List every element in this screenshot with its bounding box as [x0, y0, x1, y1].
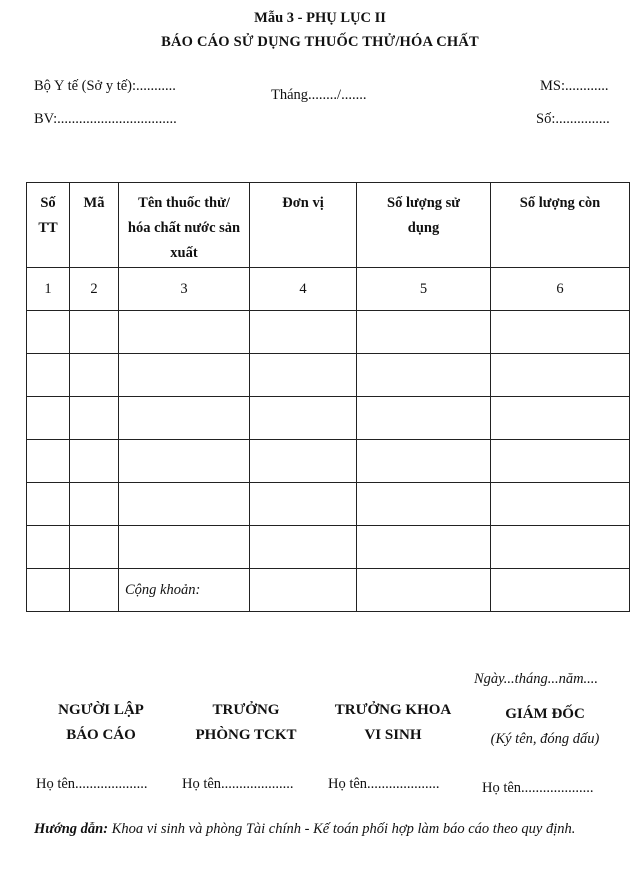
table-cell[interactable]: [357, 526, 491, 569]
ms-field: MS:............: [540, 78, 609, 94]
table-cell[interactable]: [119, 311, 250, 354]
table-cell[interactable]: [250, 526, 357, 569]
director-title: [470, 702, 620, 752]
finance-title-line1: TRƯỞNG: [212, 702, 280, 718]
table-cell[interactable]: [119, 397, 250, 440]
total-row: [27, 569, 630, 612]
table-cell[interactable]: [357, 483, 491, 526]
table-cell[interactable]: [491, 397, 630, 440]
table-cell[interactable]: [250, 483, 357, 526]
column-number-row: [27, 268, 630, 311]
col-header-remaining: Số lượng còn: [491, 183, 630, 268]
number-field: Số:...............: [536, 111, 610, 127]
lab-title-line1: TRƯỞNG KHOA: [334, 702, 452, 718]
director-title-line1: GIÁM ĐỐC: [505, 706, 585, 722]
hospital-field: BV:.................................: [34, 111, 177, 127]
col-header-used: Số lượng sử dụng: [357, 183, 491, 268]
col-number: 2: [70, 268, 119, 311]
table-cell[interactable]: [491, 440, 630, 483]
table-row: [27, 354, 630, 397]
finance-title: [178, 698, 314, 748]
col-header-code: Mã: [70, 183, 119, 268]
table-row: [27, 311, 630, 354]
lab-name-field: Họ tên....................: [328, 776, 440, 792]
table-cell[interactable]: [27, 397, 70, 440]
table-cell[interactable]: [70, 440, 119, 483]
table-cell[interactable]: [357, 397, 491, 440]
col-number: 4: [250, 268, 357, 311]
table-cell[interactable]: [70, 483, 119, 526]
table-cell[interactable]: [357, 440, 491, 483]
director-name-field: Họ tên....................: [482, 780, 594, 796]
lab-title-line2: VI SINH: [364, 727, 422, 743]
table-cell[interactable]: [250, 397, 357, 440]
table-cell[interactable]: [491, 569, 630, 612]
table-cell[interactable]: [119, 526, 250, 569]
col-number: 6: [491, 268, 630, 311]
table-cell[interactable]: [119, 440, 250, 483]
preparer-title: [36, 698, 166, 748]
table-row: [27, 397, 630, 440]
table-cell[interactable]: [27, 526, 70, 569]
report-table: [26, 182, 630, 612]
col-header-name: Tên thuốc thử/ hóa chất nước sản xuất: [119, 183, 250, 268]
table-row: [27, 440, 630, 483]
table-cell[interactable]: [27, 569, 70, 612]
form-code: Mẫu 3 - PHỤ LỤC II: [254, 10, 386, 26]
table-cell[interactable]: [70, 569, 119, 612]
table-cell[interactable]: [119, 354, 250, 397]
col-header-unit: Đơn vị: [250, 183, 357, 268]
table-cell[interactable]: [250, 440, 357, 483]
table-cell[interactable]: [357, 569, 491, 612]
table-row: [27, 526, 630, 569]
table-cell[interactable]: [27, 354, 70, 397]
table-cell[interactable]: [357, 354, 491, 397]
table-cell[interactable]: [250, 569, 357, 612]
table-cell[interactable]: [70, 354, 119, 397]
table-cell[interactable]: [250, 311, 357, 354]
table-cell[interactable]: [27, 311, 70, 354]
table-cell[interactable]: [27, 440, 70, 483]
col-header-stt: Số TT: [27, 183, 70, 268]
col-number: 3: [119, 268, 250, 311]
table-cell[interactable]: [70, 311, 119, 354]
preparer-name-field: Họ tên....................: [36, 776, 148, 792]
guide-text: Khoa vi sinh và phòng Tài chính - Kế toán phối hợp làm báo cáo theo quy định.: [111, 821, 576, 837]
finance-title-line2: PHÒNG TCKT: [195, 727, 297, 743]
table-cell[interactable]: [491, 483, 630, 526]
guide-label: Hướng dẫn:: [34, 821, 109, 837]
table-cell[interactable]: [70, 397, 119, 440]
month-field: Tháng......../.......: [271, 87, 367, 103]
preparer-title-line2: BÁO CÁO: [66, 727, 136, 743]
table-cell[interactable]: [491, 354, 630, 397]
header-row: [27, 183, 630, 268]
guide-note: [34, 817, 624, 842]
date-line: Ngày...tháng...năm....: [474, 671, 599, 687]
col-number: 1: [27, 268, 70, 311]
ministry-field: Bộ Y tế (Sở y tế):...........: [34, 78, 176, 94]
table-cell[interactable]: [491, 526, 630, 569]
finance-name-field: Họ tên....................: [182, 776, 294, 792]
table-row: [27, 483, 630, 526]
table-cell[interactable]: [357, 311, 491, 354]
table-cell[interactable]: [27, 483, 70, 526]
lab-title: [322, 698, 464, 748]
director-note: (Ký tên, đóng dấu): [490, 731, 600, 747]
col-number: 5: [357, 268, 491, 311]
table-cell[interactable]: [491, 311, 630, 354]
preparer-title-line1: NGƯỜI LẬP: [58, 702, 144, 718]
table-cell[interactable]: [119, 483, 250, 526]
table-cell[interactable]: [70, 526, 119, 569]
form-title: BÁO CÁO SỬ DỤNG THUỐC THỬ/HÓA CHẤT: [161, 34, 479, 50]
table-cell[interactable]: [250, 354, 357, 397]
total-label: Cộng khoản:: [119, 569, 250, 612]
